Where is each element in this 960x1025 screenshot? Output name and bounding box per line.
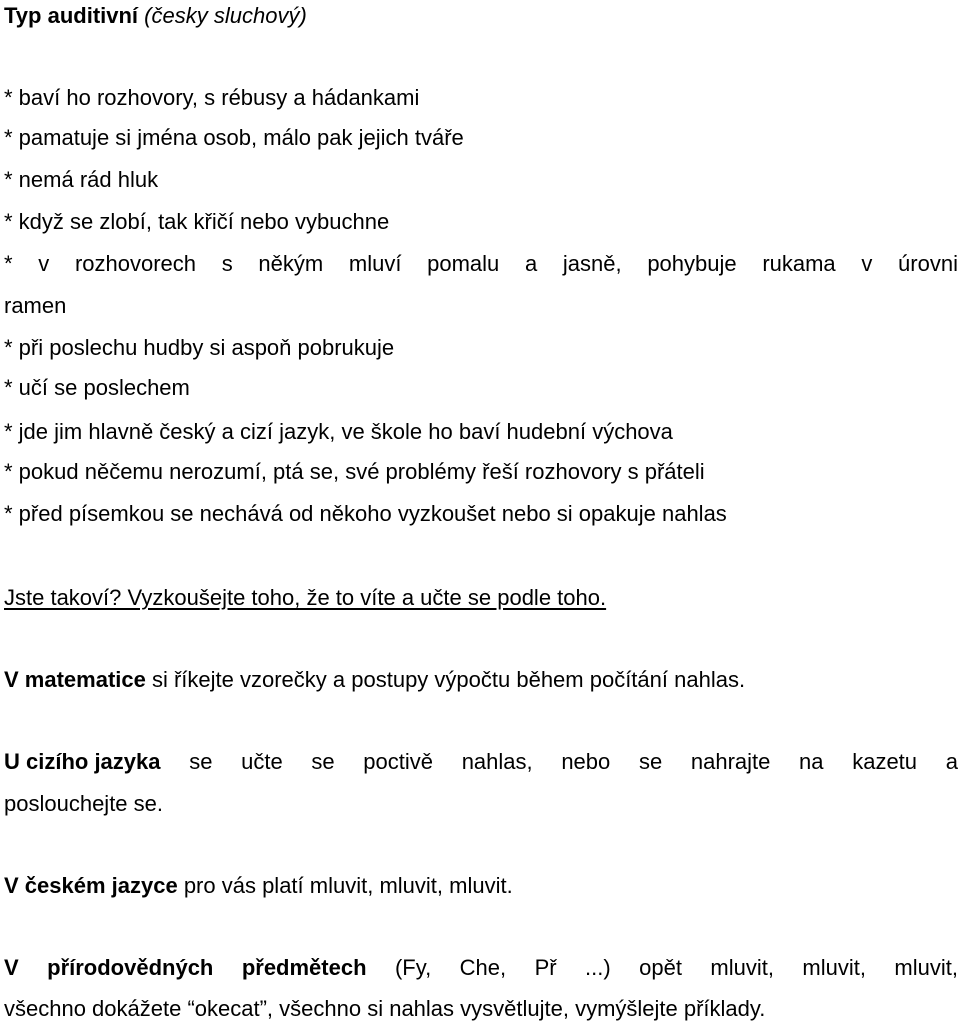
word: opět — [639, 955, 682, 980]
word: poctivě — [363, 749, 434, 774]
math-text: si říkejte vzorečky a postupy výpočtu během počítání nahlas. — [145, 667, 746, 692]
word: se — [638, 749, 663, 774]
bullet-item: * nemá rád hluk — [4, 167, 159, 192]
science-paragraph-line2: všechno dokážete “okecat”, všechno si nahlas vysvětlujte, vymýšlejte příklady. — [4, 996, 766, 1021]
science-bold-word: předmětech — [241, 955, 367, 980]
word: úrovni — [898, 251, 958, 276]
heading-bold: Typ auditivní — [4, 3, 139, 28]
word: kazetu — [852, 749, 918, 774]
science-bold-word: V — [4, 955, 19, 980]
word: se — [311, 749, 335, 774]
question-line: Jste takoví? Vyzkoušejte toho, že to víte a učte se podle toho. — [4, 585, 607, 610]
language-paragraph-line1 — [4, 748, 958, 776]
bullet-item: * když se zlobí, tak křičí nebo vybuchne — [4, 209, 390, 234]
word: pohybuje — [647, 251, 737, 276]
bullet-item: ramen — [4, 293, 67, 318]
word: se — [189, 749, 213, 774]
word: a — [524, 251, 538, 276]
word: nahrajte — [690, 749, 771, 774]
word: mluvit, — [710, 955, 774, 980]
language-paragraph-line2: poslouchejte se. — [4, 791, 163, 816]
word: učte — [241, 749, 283, 774]
word: mluvit, — [802, 955, 866, 980]
bullet-item: * učí se poslechem — [4, 375, 190, 400]
heading-italic: (česky sluchový) — [144, 3, 307, 28]
word: pomalu — [427, 251, 500, 276]
czech-bold: V českém jazyce — [4, 873, 178, 898]
word: mluví — [348, 251, 402, 276]
word: Che, — [459, 955, 507, 980]
word: ...) — [585, 955, 611, 980]
bullet-item: * při poslechu hudby si aspoň pobrukuje — [4, 335, 395, 360]
word: někým — [258, 251, 324, 276]
bullet-item — [4, 250, 958, 278]
science-paragraph-line1 — [4, 954, 958, 982]
czech-paragraph — [4, 872, 513, 900]
heading — [4, 2, 307, 30]
science-bold-word: přírodovědných — [47, 955, 214, 980]
word: nahlas, — [461, 749, 533, 774]
word: nebo — [561, 749, 611, 774]
word: v — [861, 251, 873, 276]
word: rozhovorech — [74, 251, 197, 276]
word: mluvit, — [894, 955, 958, 980]
word: s — [221, 251, 233, 276]
math-paragraph — [4, 666, 745, 694]
word: (Fy, — [394, 955, 432, 980]
word: jasně, — [562, 251, 622, 276]
language-bold: U cizího jazyka — [4, 749, 161, 774]
math-bold: V matematice — [4, 667, 146, 692]
word: * — [4, 251, 13, 276]
word: Př — [534, 955, 557, 980]
bullet-item: * pamatuje si jména osob, málo pak jejich tváře — [4, 125, 464, 150]
bullet-item: * pokud něčemu nerozumí, ptá se, své problémy řeší rozhovory s přáteli — [4, 459, 705, 484]
bullet-item: * jde jim hlavně český a cizí jazyk, ve škole ho baví hudební výchova — [4, 419, 673, 444]
word: a — [945, 749, 958, 774]
czech-text: pro vás platí mluvit, mluvit, mluvit. — [177, 873, 513, 898]
word: v — [38, 251, 50, 276]
word: rukama — [762, 251, 836, 276]
bullet-item: * před písemkou se nechává od někoho vyzkoušet nebo si opakuje nahlas — [4, 501, 727, 526]
word: na — [799, 749, 824, 774]
bullet-item: * baví ho rozhovory, s rébusy a hádankami — [4, 85, 420, 110]
